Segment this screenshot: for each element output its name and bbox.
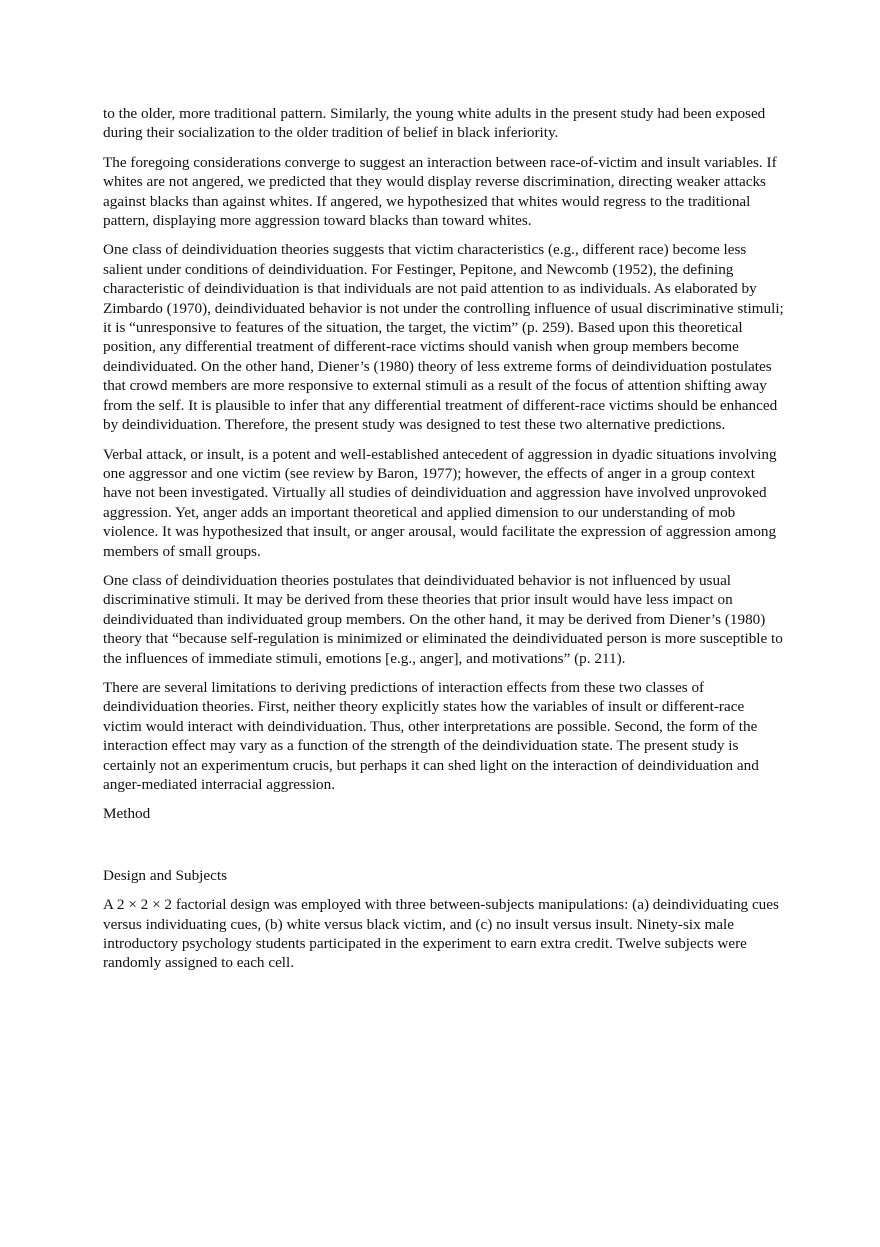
paragraph-traditional-pattern: to the older, more traditional pattern. Similarly, the young white adults in the present study had been exposed during their socialization to the older tradition of belief in black inferiority.: [103, 105, 766, 142]
paragraph-limitations: There are several limitations to deriving predictions of interaction effects from these two classes of deindividuation theories. First, neither theory explicitly states how the variables of insult or different-race victim would interact with deindividuation. Thus, other interpretations are possible. Second, the form of the interaction effect may vary as a function of the strength of the deindividuation state. The present study is certainly not an experimentum crucis, but perhaps it can shed light on the interaction of deindividuation and anger-mediated interracial aggression.: [103, 678, 759, 793]
heading-design-subjects: Design and Subjects: [103, 866, 228, 884]
document-page: [103, 104, 785, 983]
paragraph-verbal-attack: Verbal attack, or insult, is a potent and well-established antecedent of aggression in dyadic situations involving one aggressor and one victim (see review by Baron, 1977); however, the effects of anger in a group context have not been investigated. Virtually all studies of deindividuation and aggression have involved unprovoked aggression. Yet, anger adds an important theoretical and applied dimension to our understanding of mob violence. It was hypothesized that insult, or anger arousal, would facilitate the expression of aggression among members of small groups.: [103, 445, 777, 560]
paragraph-interaction-hypothesis: The foregoing considerations converge to suggest an interaction between race-of-victim and insult variables. If whites are not angered, we predicted that they would display reverse discrimination, directing weaker attacks against blacks than against whites. If angered, we hypothesized that whites would regress to the traditional pattern, displaying more aggression toward blacks than toward whites.: [103, 153, 777, 230]
paragraph-insult-impact: One class of deindividuation theories postulates that deindividuated behavior is not influenced by usual discriminative stimuli. It may be derived from these theories that prior insult would have less impact on deindividuated than individuated group members. On the other hand, it may be derived from Diener’s (1980) theory that “because self-regulation is minimized or eliminated the deindividuated person is more susceptible to the influences of immediate stimuli, emotions [e.g., anger], and motivations” (p. 211).: [103, 571, 783, 667]
heading-method: Method: [103, 805, 151, 823]
paragraph-factorial-design: A 2 × 2 × 2 factorial design was employed with three between-subjects manipulations: (a) deindividuating cues versus individuating cues, (b) white versus black victim, and (c) no insult versus insult. Ninety-six male introductory psychology students participated in the experiment to earn extra credit. Twelve subjects were randomly assigned to each cell.: [103, 896, 779, 972]
paragraph-deindividuation-theories: One class of deindividuation theories suggests that victim characteristics (e.g., different race) become less salient under conditions of deindividuation. For Festinger, Pepitone, and Newcomb (1952), the defining characteristic of deindividuation is that individuals are not paid attention to as individuals. As elaborated by Zimbardo (1970), deindividuated behavior is not under the controlling influence of usual discriminative stimuli; it is “unresponsive to features of the situation, the target, the victim” (p. 259). Based upon this theoretical position, any differential treatment of different-race victims should vanish when group members become deindividuated. On the other hand, Diener’s (1980) theory of less extreme forms of deindividuation postulates that crowd members are more responsive to external stimuli as a result of the focus of attention shifting away from the self. It is plausible to infer that any differential treatment of different-race victims should be enhanced by deindividuation. Therefore, the present study was designed to test these two alternative predictions.: [103, 241, 784, 434]
